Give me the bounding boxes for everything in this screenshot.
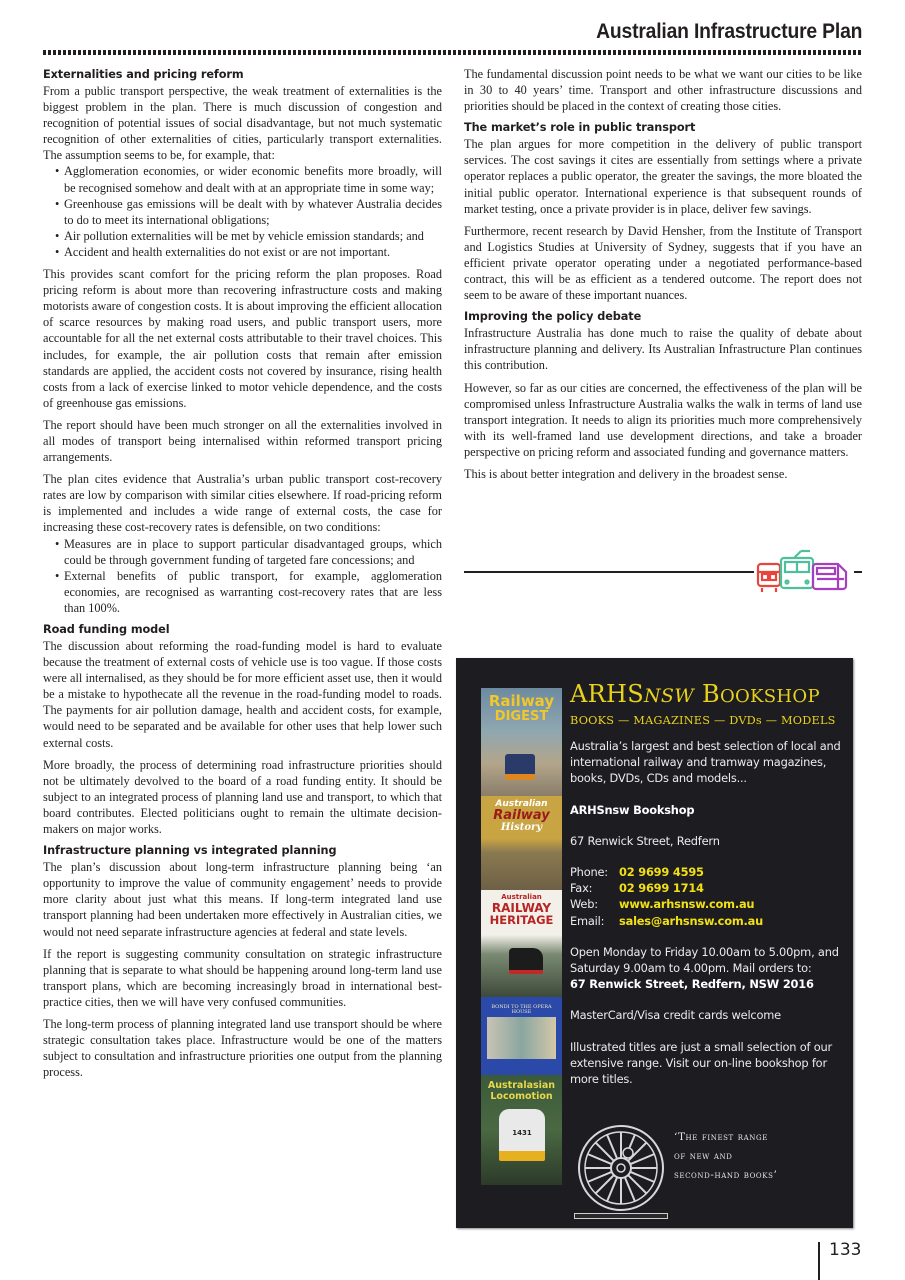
section-heading-externalities: Externalities and pricing reform [43,68,244,81]
transport-vehicles-graphic [754,548,854,596]
paragraph: More broadly, the process of determining road infrastructure priorities should not be ultimately devolved to the board of a road funding entity. It should be subject to an integrated process of planning land use and transport, to which that board contributes. Elected politicians ought to remain the ultimate decision-makers on major works. [43,757,442,837]
contact-fax: Fax: 02 9699 1714 [570,881,704,896]
vehicles-svg [754,548,854,596]
book-covers-strip [481,688,562,1185]
website-link[interactable]: www.arhsnsw.com.au [619,897,755,912]
bullet-list-assumptions [43,163,442,260]
paragraph: The plan argues for more competition in the delivery of public transport services. The cost savings it cites are essentially from settings where a private operator replaces a public operator, the greater the savings, the more bloated the initial public operator. International experience is that subsequent rounds of market testing, once a private provider is in place, deliver few savings. [464,137,862,216]
bookshop-details [570,738,845,1102]
paragraph: If the report is suggesting community consultation on strategic infrastructure planning that is separate to what should be happening around long-term land use transport plans, which are becoming increasingly broad in international best-practice cities, then we will have very confused communities. [43,946,442,1009]
cover-australian-railway-history: Australian Railway History [481,796,562,890]
paragraph: From a public transport perspective, the weak treatment of externalities is the biggest problem in the plan. There is much discussion of congestion and recognition of potential issues of social disadvantage, but not much systematic recognition of other externalities of cities, particularly transport externalities. The assumption seems to be, for example, that: [43,84,442,163]
logo-nameplate [574,1213,668,1219]
paragraph: The discussion about reforming the road-funding model is hard to evaluate because the treatment of external costs of vehicle use is too vague. If those costs were all internalised, as they should be for more efficient asset use, then it would be a mistake to hypothecate all the revenue in the road-funding model to roads. The payments for air pollution damage, health and accident costs, for example, would need to be separated and be available for other uses that help lower such external costs. [43,639,442,750]
contact-email: Email: sales@arhsnsw.com.au [570,913,764,928]
right-column [464,66,862,488]
illustrated-titles-note: Illustrated titles are just a small selection of our extensive range. Visit our on-line bookshop for more titles. [570,1039,833,1087]
paragraph: Infrastructure Australia has done much to raise the quality of debate about infrastructure planning and delivery. Its Australian Infrastructure Plan continues this contribution. [464,326,862,373]
bookshop-advertisement [456,658,853,1228]
paragraph: The plan’s discussion about long-term infrastructure planning being ‘an opportunity to improve the value of community engagement’ needs to provide more clarity about just what this means. If long-term integrated land use transport planning had been undertaken more effectively in Australian cities, we would not need separate infrastructure agencies at federal and state levels. [43,860,442,939]
section-heading-road-funding: Road funding model [43,623,170,636]
bullet-list-conditions [43,536,442,616]
tram-icon [781,551,813,588]
bookshop-address: 67 Renwick Street, Redfern [570,833,720,848]
paragraph: The long-term process of planning integrated land use transport should be where strategic consultation takes place. Infrastructure would be one of the matters subject to consultation and infrastructure priorities one output from the planning process. [43,1016,442,1080]
cover-bondi-opera-house: BONDI TO THE OPERA HOUSE [481,997,562,1075]
paragraph-intro: The fundamental discussion point needs to be what we want our cities to be like in 30 to 40 years’ time. Transport and other infrastructure discussions and priorities should be placed in the context of creating those cities. [464,67,862,114]
bus-icon [758,564,780,592]
left-column [43,66,442,1086]
steam-engine-image [509,948,543,974]
list-item: • Agglomeration economies, or wider economic benefits more broadly, will be recognised somehow and dealt with at an appropriate time in some way; [43,163,442,195]
header-dotted-rule [43,50,862,55]
bookshop-title: ARHSNSW BOOKSHOP [570,680,820,708]
list-item: • Measures are in place to support particular disadvantaged groups, which could be through government funding of targeted fare concessions; and [43,536,442,568]
tram-photo-image [487,1017,556,1059]
paragraph: Furthermore, recent research by David Hensher, from the Institute of Transport and Logistics Studies at University of Sydney, suggests that if you have an efficient private operator operating under a negotiated performance-based contract, this will be as efficient as a tendered outcome. The report does not seem to be aware of these important nuances. [464,223,862,303]
list-item: • External benefits of public transport, for example, agglomeration economies, are recognised as warranting cost-recovery rates that are less than 100%. [43,568,442,616]
cover-australasian-locomotion: Australasian Locomotion 1431 [481,1075,562,1185]
paragraph: This provides scant comfort for the pricing reform the plan proposes. Road pricing reform is about more than recovering infrastructure costs and making motorists aware of congestion costs. It is about improving the efficient allocation of scarce resources by making road users, and public transport users, more accountable for all the net external costs attributable to their travel choices. This includes, for example, the air pollution costs that remain after emission standards are applied, the accident costs not covered by insurance, rising health costs from a lack of exercise linked to motor vehicle dependence, and the costs of greenhouse gas emissions. [43,267,442,410]
running-header-title: Australian Infrastructure Plan [595,20,862,43]
locomotive-wheel-logo-icon [576,1123,666,1213]
locomotive-image [505,754,535,780]
paragraph: The report should have been much stronger on all the externalities involved in all modes of transport being internalised within reformed transport pricing arrangements. [43,417,442,465]
list-item: • Air pollution externalities will be met by vehicle emission standards; and [43,228,442,244]
cover-railway-digest: Railway DIGEST [481,688,562,796]
email-link[interactable]: sales@arhsnsw.com.au [619,913,764,928]
page-number: 133 [829,1240,862,1260]
bookshop-tagline: ‘The finest range of new and second-hand books’ [674,1131,778,1181]
paragraph: However, so far as our cities are concerned, the effectiveness of the plan will be compromised unless Infrastructure Australia walks the walk in terms of land use transport integration. It needs to align its priorities much more comprehensively with its well-framed land use development directions, and take a broader perspective on pricing reform and associated funding and governance matters. [464,380,862,459]
section-heading-market-role: The market’s role in public transport [464,121,696,135]
contact-phone: Phone: 02 9699 4595 [570,865,704,880]
mail-order-address: 67 Renwick Street, Redfern, NSW 2016 [570,977,814,992]
locomotive-front-image: 1431 [499,1109,545,1161]
article-end-divider [464,540,862,595]
bookshop-name: ARHSnsw Bookshop [570,802,695,817]
page-number-rule [818,1242,820,1280]
contact-web: Web: www.arhsnsw.com.au [570,897,755,912]
section-heading-policy-debate: Improving the policy debate [464,310,642,324]
opening-hours: Open Monday to Friday 10.00am to 5.00pm, and Saturday 9.00am to 4.00pm. Mail orders to: [570,944,839,976]
section-heading-infrastructure-planning: Infrastructure planning vs integrated planning [43,844,337,858]
train-icon [813,564,846,589]
cover-railway-heritage-guide: Australian RAILWAY HERITAGE [481,890,562,997]
contact-list [570,864,845,929]
bookshop-subtitle: BOOKS — MAGAZINES — DVDs — MODELS [570,714,836,727]
paragraph: This is about better integration and delivery in the broadest sense. [464,466,788,481]
list-item: • Accident and health externalities do not exist or are not important. [43,244,442,260]
paragraph: The plan cites evidence that Australia’s urban public transport cost-recovery rates are low by comparison with similar cities elsewhere. If road-pricing reform is implemented and includes a wide range of external costs, the case for increasing these cost-recovery rates is defensible, on two conditions: [43,472,442,535]
credit-cards-note: MasterCard/Visa credit cards welcome [570,1008,781,1023]
list-item: • Greenhouse gas emissions will be dealt with by whatever Australia decides to do to meet its international obligations; [43,196,442,228]
bookshop-description: Australia’s largest and best selection of local and international railway and tramway magazines, books, DVDs, CDs and models... [570,739,841,786]
